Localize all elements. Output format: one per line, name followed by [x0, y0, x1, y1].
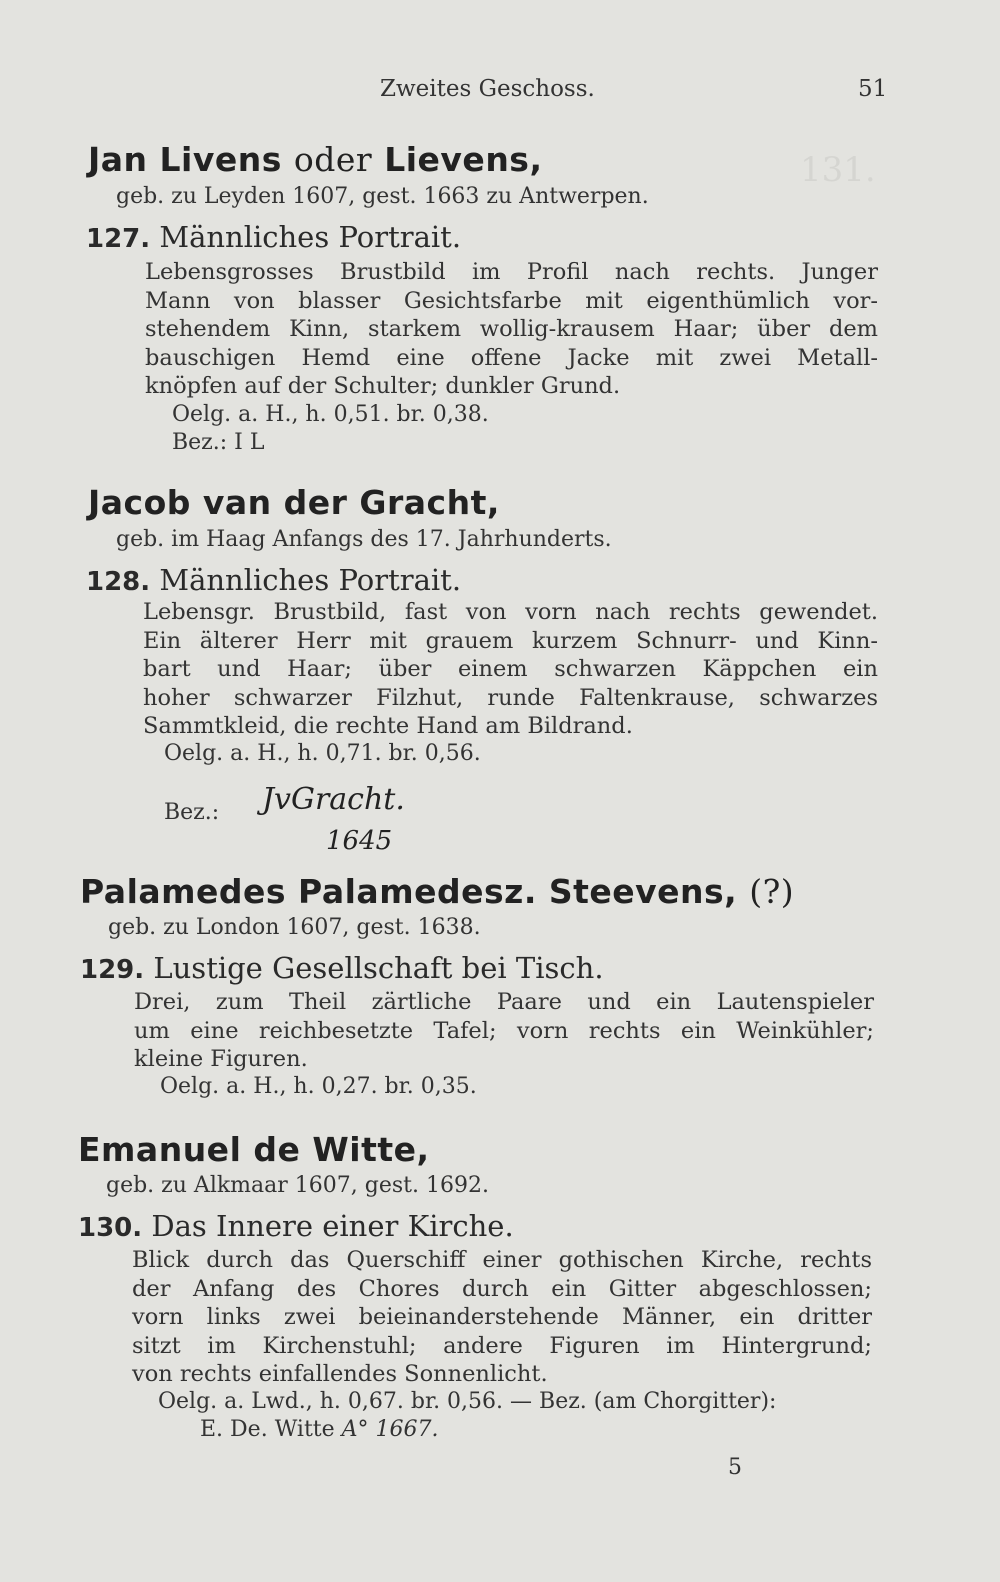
show-through: 131.	[800, 150, 876, 190]
artist-heading	[88, 140, 543, 179]
entry-signature	[200, 1417, 439, 1442]
running-header: Zweites Geschoss.	[380, 76, 595, 102]
artist-join: oder	[293, 140, 373, 179]
description-line: von rechts einfallendes Sonnenlicht.	[132, 1361, 548, 1387]
entry-signature: Bez.: I L	[172, 430, 265, 455]
artist-name: Jan Livens	[88, 140, 282, 179]
artist-alt-name: Lievens,	[384, 140, 543, 179]
entry-number: 130.	[78, 1213, 143, 1243]
description-line: Drei, zum Theil zärtliche Paare und ein Lautenspieler	[134, 989, 874, 1015]
entry-description	[134, 988, 874, 1074]
entry-description	[145, 258, 878, 401]
artist-heading	[80, 872, 794, 911]
entry-title: Lustige Gesellschaft bei Tisch.	[153, 951, 604, 985]
entry-medium: Oelg. a. Lwd., h. 0,67. br. 0,56. — Bez. (am Chorgitter):	[158, 1389, 777, 1414]
description-line: Lebensgrosses Brustbild im Profil nach rechts. Junger	[145, 259, 878, 285]
signature-label: Bez.:	[164, 800, 220, 825]
artist-life: geb. zu Alkmaar 1607, gest. 1692.	[106, 1173, 489, 1198]
artist-heading: Jacob van der Gracht,	[88, 483, 500, 522]
description-line: stehendem Kinn, starkem wollig-krausem Haar; über dem	[145, 316, 878, 342]
signature-date: A° 1667.	[341, 1417, 439, 1442]
description-line: kleine Figuren.	[134, 1046, 308, 1072]
description-line: Mann von blasser Gesichtsfarbe mit eigenthümlich vor-	[145, 287, 878, 314]
entry-medium: Oelg. a. H., h. 0,27. br. 0,35.	[160, 1074, 477, 1099]
entry-description	[143, 598, 878, 741]
entry-heading	[80, 951, 604, 985]
description-line: Lebensgr. Brustbild, fast von vorn nach rechts gewendet.	[143, 599, 878, 625]
entry-medium: Oelg. a. H., h. 0,71. br. 0,56.	[164, 741, 481, 766]
description-line: hoher schwarzer Filzhut, runde Faltenkrause, schwarzes	[143, 684, 878, 711]
artist-heading: Emanuel de Witte,	[78, 1130, 430, 1169]
artist-life: geb. zu Leyden 1607, gest. 1663 zu Antwerpen.	[116, 184, 649, 209]
entry-heading	[78, 1209, 514, 1243]
entry-description	[132, 1246, 872, 1389]
description-line: vorn links zwei beieinanderstehende Männer, ein dritter	[132, 1304, 872, 1330]
signature-text: E. De. Witte	[200, 1417, 335, 1442]
page-number: 51	[858, 76, 888, 102]
entry-title: Männliches Portrait.	[159, 563, 462, 597]
entry-medium: Oelg. a. H., h. 0,51. br. 0,38.	[172, 402, 489, 427]
description-line: der Anfang des Chores durch ein Gitter abgeschlossen;	[132, 1275, 872, 1302]
entry-title: Männliches Portrait.	[159, 220, 462, 254]
entry-heading	[86, 563, 461, 597]
description-line: um eine reichbesetzte Tafel; vorn rechts ein Weinkühler;	[134, 1017, 874, 1044]
artist-name: Palamedes Palamedesz. Steevens,	[80, 872, 738, 911]
description-line: Ein älterer Herr mit grauem kurzem Schnurr- und Kinn-	[143, 627, 878, 654]
description-line: Sammtkleid, die rechte Hand am Bildrand.	[143, 713, 633, 739]
description-line: Blick durch das Querschiff einer gothischen Kirche, rechts	[132, 1247, 872, 1273]
signature-year: 1645	[326, 826, 393, 856]
description-line: bart und Haar; über einem schwarzen Käppchen ein	[143, 656, 878, 682]
description-line: knöpfen auf der Schulter; dunkler Grund.	[145, 373, 621, 399]
artist-note: (?)	[749, 872, 795, 911]
entry-title: Das Innere einer Kirche.	[151, 1209, 514, 1243]
artist-life: geb. im Haag Anfangs des 17. Jahrhunderts.	[116, 527, 612, 552]
description-line: bauschigen Hemd eine offene Jacke mit zwei Metall-	[145, 344, 878, 371]
signature-mark: 5	[728, 1455, 742, 1480]
artist-life: geb. zu London 1607, gest. 1638.	[108, 915, 481, 940]
entry-number: 128.	[86, 567, 151, 597]
entry-number: 127.	[86, 224, 151, 254]
entry-heading	[86, 220, 461, 254]
entry-number: 129.	[80, 955, 145, 985]
description-line: sitzt im Kirchenstuhl; andere Figuren im Hintergrund;	[132, 1332, 872, 1359]
handwritten-signature: JvGracht.	[262, 782, 405, 817]
